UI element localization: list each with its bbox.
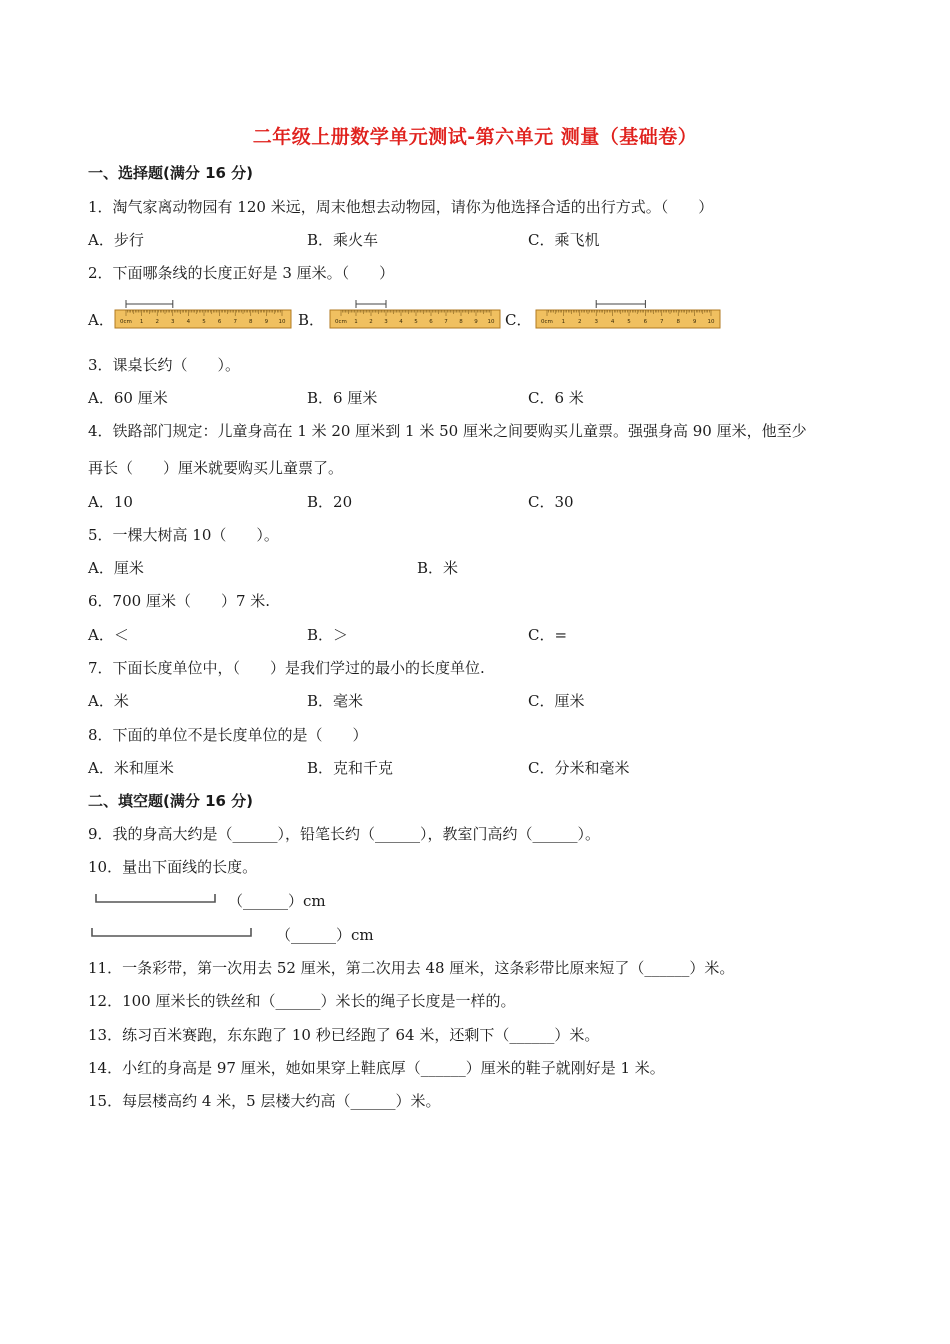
q1-option-a: A．步行 <box>88 231 144 249</box>
ruler-tick-label: 2 <box>155 319 159 325</box>
q6-option-a: A．＜ <box>88 626 129 644</box>
q5-text: 5．一棵大树高 10（ ）。 <box>88 526 279 544</box>
q8-option-a: A．米和厘米 <box>88 759 174 777</box>
q3-option-a: A．60 厘米 <box>88 389 168 407</box>
ruler-tick-label: 8 <box>459 319 463 325</box>
q7-option-b: B．毫米 <box>307 692 364 710</box>
ruler-tick-label: 2 <box>578 319 582 325</box>
q4-option-a: A．10 <box>88 493 133 511</box>
q8-text: 8．下面的单位不是长度单位的是（ ） <box>88 726 368 744</box>
q8-option-c: C．分米和毫米 <box>528 759 630 777</box>
ruler-tick-label: 10 <box>487 319 495 325</box>
ruler-tick-label: 8 <box>249 319 253 325</box>
q1-option-c: C．乘飞机 <box>528 231 600 249</box>
ruler-tick-label: 2 <box>369 319 373 325</box>
q1-option-b: B．乘火车 <box>307 231 379 249</box>
q4-option-b: B．20 <box>307 493 353 511</box>
ruler-tick-label: 1 <box>354 319 358 325</box>
q10-line-2 <box>90 927 254 939</box>
ruler-tick-label: 6 <box>217 319 222 325</box>
ruler-tick-label: 4 <box>610 319 615 325</box>
ruler-tick-label: 6 <box>643 319 648 325</box>
ruler-tick-label: 6 <box>429 319 433 325</box>
q6-option-c: C．= <box>528 626 568 644</box>
q10-line-1 <box>94 893 218 905</box>
q2-option-a: A． <box>88 311 114 329</box>
q3-text: 3．课桌长约（ ）。 <box>88 356 241 374</box>
q5-option-a: A．厘米 <box>88 559 144 577</box>
ruler-tick-label: 10 <box>278 319 286 325</box>
section-fill-title: 二、填空题(满分 16 分) <box>88 792 254 810</box>
q15-text: 15．每层楼高约 4 米，5 层楼大约高（______）米。 <box>88 1092 441 1110</box>
q2-option-c: C． <box>505 311 532 329</box>
q2-option-b: B． <box>298 311 325 329</box>
q2-text: 2．下面哪条线的长度正好是 3 厘米。（ ） <box>88 264 395 282</box>
q4-option-c: C．30 <box>528 493 574 511</box>
q10-blank-1: （______）cm <box>228 892 326 910</box>
ruler-unit-label: 0cm <box>335 319 347 325</box>
q4-text-cont: 再长（ ）厘米就要购买儿童票了。 <box>88 459 344 477</box>
q3-option-c: C．6 米 <box>528 389 584 407</box>
q12-text: 12．100 厘米长的铁丝和（______）米长的绳子长度是一样的。 <box>88 992 516 1010</box>
ruler-a-image <box>114 298 292 330</box>
q7-option-a: A．米 <box>88 692 129 710</box>
q11-text: 11．一条彩带，第一次用去 52 厘米，第二次用去 48 厘米，这条彩带比原来短了（______）米。 <box>88 959 735 977</box>
ruler-b-image <box>329 298 501 330</box>
ruler-tick-label: 10 <box>707 319 715 325</box>
ruler-tick-label: 5 <box>202 319 206 325</box>
ruler-tick-label: 3 <box>171 319 175 325</box>
q6-option-b: B．＞ <box>307 626 349 644</box>
measured-segment <box>596 300 645 308</box>
measured-segment <box>356 300 386 308</box>
q3-option-b: B．6 厘米 <box>307 389 378 407</box>
page-title: 二年级上册数学单元测试-第六单元 测量（基础卷） <box>252 126 698 148</box>
ruler-tick-label: 5 <box>627 319 631 325</box>
ruler-c-image <box>535 298 721 330</box>
q10-blank-2: （______）cm <box>276 926 374 944</box>
ruler-tick-label: 9 <box>692 319 697 325</box>
q4-text: 4．铁路部门规定：儿童身高在 1 米 20 厘米到 1 米 50 厘米之间要购买儿童票。强强身高 90 厘米，他至少 <box>88 422 807 440</box>
q6-text: 6．700 厘米（ ）7 米. <box>88 592 271 610</box>
ruler-tick-label: 7 <box>233 319 237 325</box>
ruler-unit-label: 0cm <box>120 319 132 325</box>
q9-text: 9．我的身高大约是（______），铅笔长约（______），教室门高约（______）。 <box>88 825 601 843</box>
ruler-tick-label: 3 <box>594 319 598 325</box>
q7-option-c: C．厘米 <box>528 692 585 710</box>
q7-text: 7．下面长度单位中，（ ）是我们学过的最小的长度单位. <box>88 659 485 677</box>
ruler-tick-label: 9 <box>264 319 269 325</box>
q10-text: 10．量出下面线的长度。 <box>88 858 258 876</box>
ruler-tick-label: 7 <box>444 319 448 325</box>
q5-option-b: B．米 <box>417 559 459 577</box>
ruler-tick-label: 7 <box>660 319 664 325</box>
ruler-tick-label: 1 <box>561 319 566 325</box>
section-choice-title: 一、选择题(满分 16 分) <box>88 164 254 182</box>
q13-text: 13．练习百米赛跑，东东跑了 10 秒已经跑了 64 米，还剩下（______）米。 <box>88 1026 600 1044</box>
q8-option-b: B．克和千克 <box>307 759 394 777</box>
ruler-unit-label: 0cm <box>541 319 553 325</box>
ruler-tick-label: 1 <box>139 319 144 325</box>
ruler-tick-label: 4 <box>186 319 191 325</box>
ruler-tick-label: 5 <box>414 319 418 325</box>
q1-text: 1．淘气家离动物园有 120 米远，周末他想去动物园，请你为他选择合适的出行方式。（ ） <box>88 198 714 216</box>
q14-text: 14．小红的身高是 97 厘米，她如果穿上鞋底厚（______）厘米的鞋子就刚好是 1 米。 <box>88 1059 665 1077</box>
ruler-tick-label: 4 <box>399 319 403 325</box>
ruler-tick-label: 9 <box>474 319 478 325</box>
ruler-tick-label: 3 <box>384 319 388 325</box>
ruler-tick-label: 8 <box>676 319 680 325</box>
measured-segment <box>126 300 173 308</box>
